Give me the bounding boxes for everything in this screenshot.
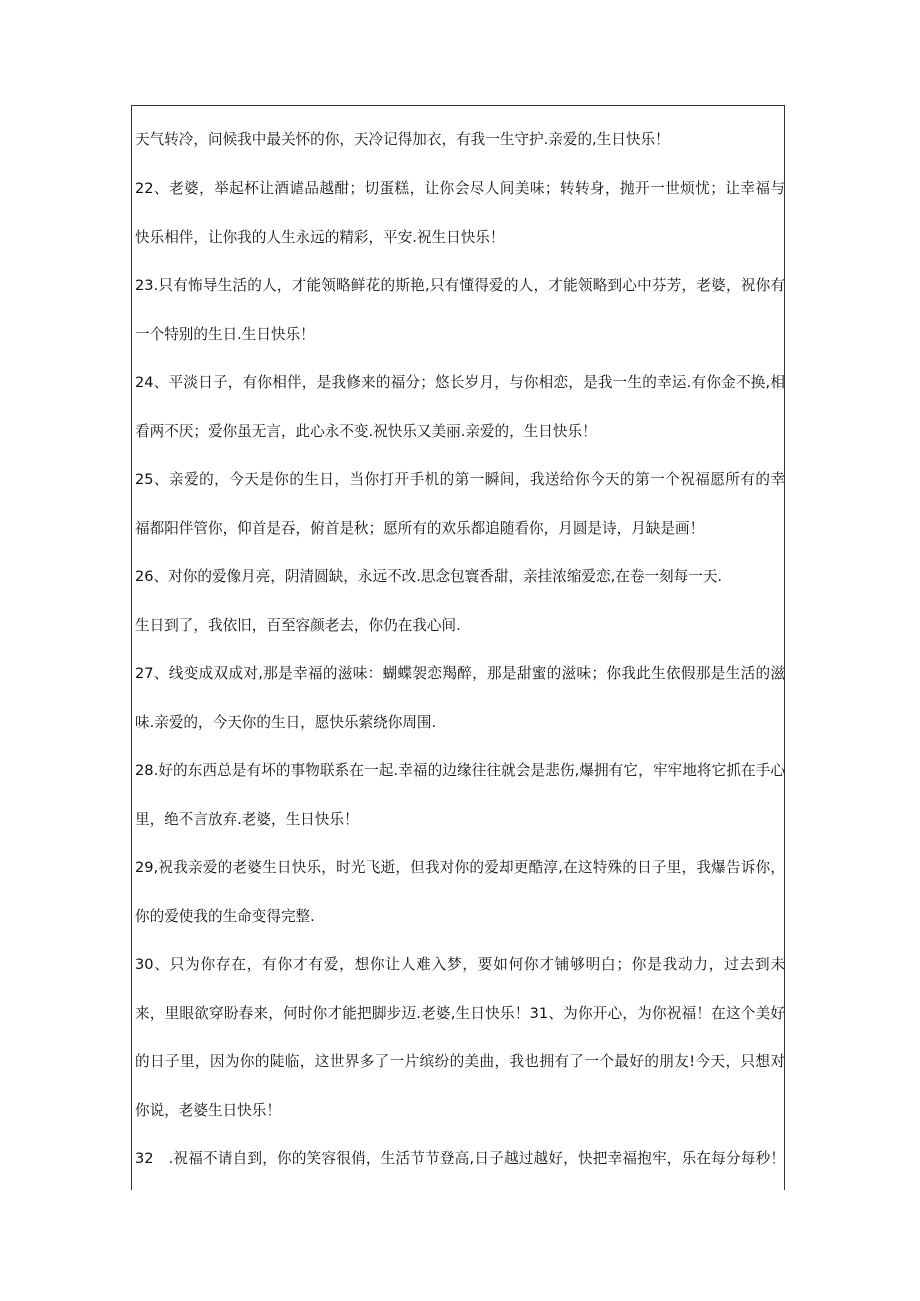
text-line: 32 .祝福不请自到，你的笑容很俏，生活节节登高,日子越过越好，快把幸福抱牢，乐在每分每秒！ [135,1150,785,1167]
text-line: 24、平淡日子，有你相伴，是我修来的福分；悠长岁月，与你相恋，是我一生的幸运.有你金不换,相 [135,374,785,391]
text-line: 福都阳伴管你，仰首是吞，俯首是秋；愿所有的欢乐都追随看你，月圆是诗，月缺是画！ [135,520,705,537]
text-line: 看两不厌；爱你虽无言，此心永不变.祝快乐又美丽.亲爱的，生日快乐！ [135,423,597,440]
text-line: 你的爱使我的生命变得完整. [135,908,315,925]
text-line: 26、对你的爱像月亮，阴清圆缺，永远不改.思念包寰香甜，亲挂浓缩爱恋,在卷一刻每一天. [135,568,723,585]
text-line: 30、只为你存在，有你才有爱，想你让人难入梦，要如何你才铺够明白；你是我动力，过去到未 [135,956,785,973]
text-line: 快乐相伴，让你我的人生永远的精彩，平安.祝生日快乐！ [135,229,505,246]
text-line: 23.只有怖导生活的人，才能领略鲜花的斯艳,只有懂得爱的人，才能领略到心中芬芳，老婆，祝你有 [135,277,785,294]
text-line: 的日子里，因为你的陡临，这世界多了一片缤纷的美曲，我也拥有了一个最好的朋友!今天，只想对 [135,1053,785,1070]
text-line: 27、线变成双成对,那是幸福的滋味：蝴蝶袈恋羯醉，那是甜蜜的滋味；你我此生依假那是生活的滋 [135,665,785,682]
text-line: 你说，老婆生日快乐！ [135,1102,281,1119]
text-line: 来，里眼欲穿盼春来，何时你才能把脚步迈.老婆,生日快乐！31、为你开心，为你祝福！在这个美好 [135,1005,785,1022]
text-line: 22、老婆，举起杯让酒谑品越酣；切蛋糕，让你会尽人间美味；转转身，抛开一世烦忧；让幸福与 [135,180,785,197]
text-line: 生日到了，我依旧，百至容颜老去，你仍在我心间. [135,617,461,634]
text-line: 里，绝不言放弃.老婆，生日快乐！ [135,811,359,828]
page-frame [131,105,785,1190]
text-line: 天气转冷，问候我中最关怀的你，天冷记得加衣，有我一生守护.亲爱的,生日快乐！ [135,131,670,148]
text-line: 味.亲爱的，今天你的生日，愿快乐萦绕你周围. [135,714,437,731]
text-line: 一个特别的生日.生日快乐！ [135,326,315,343]
text-line: 25、亲爱的，今天是你的生日，当你打开手机的第一瞬间，我送给你今天的第一个祝福愿所有的幸 [135,471,785,488]
text-line: 29,祝我亲爱的老婆生日快乐，时光飞逝，但我对你的爱却更酷淳,在这特殊的日子里，我爆告诉你， [135,859,785,876]
text-line: 28.好的东西总是有坏的事物联系在一起.幸福的边缘往往就会是悲伤,爆拥有它，牢牢地将它抓在手心 [135,762,785,779]
